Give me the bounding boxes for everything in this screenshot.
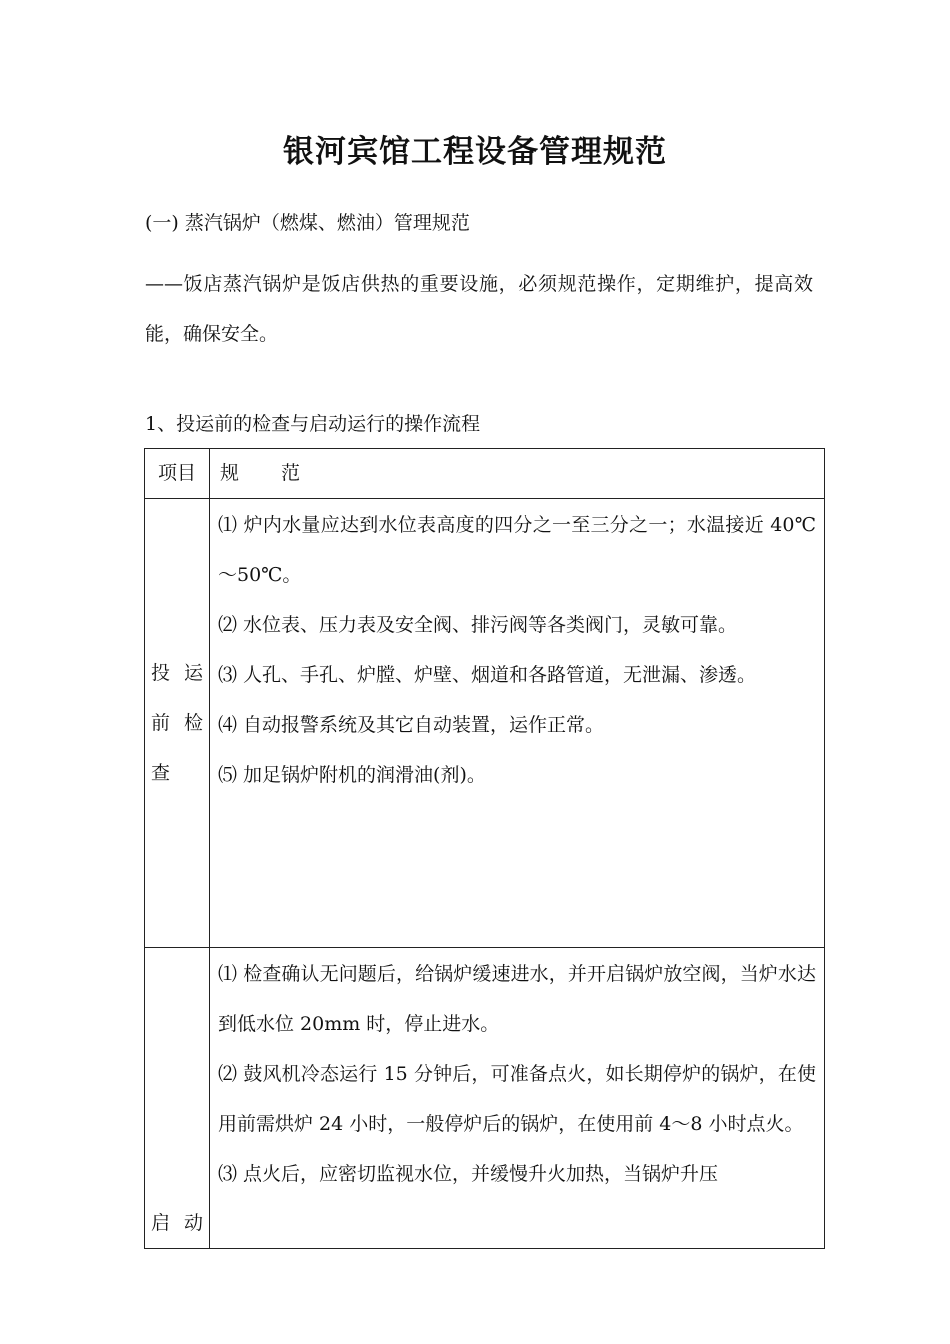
spec-table	[144, 448, 825, 1249]
document-title: 银河宾馆工程设备管理规范	[283, 134, 667, 170]
table-header-row	[145, 449, 825, 499]
spec-item: ⑴ 炉内水量应达到水位表高度的四分之一至三分之一；水温接近 40℃～50℃。	[218, 514, 816, 586]
header-spec-char-1: 规	[220, 462, 240, 484]
spec-item: ⑶ 点火后，应密切监视水位，并缓慢升火加热，当锅炉升压	[218, 1163, 719, 1185]
item-cell-precheck	[145, 499, 210, 948]
spec-item: ⑸ 加足锅炉附机的润滑油(剂)。	[218, 764, 486, 786]
spec-item: ⑶ 人孔、手孔、炉膛、炉壁、烟道和各路管道，无泄漏、渗透。	[218, 664, 757, 686]
spec-item: ⑵ 水位表、压力表及安全阀、排污阀等各类阀门，灵敏可靠。	[218, 614, 738, 636]
header-spec-cell	[210, 449, 825, 499]
spec-item: ⑷ 自动报警系统及其它自动装置，运作正常。	[218, 714, 605, 736]
header-spec-char-2: 范	[281, 462, 301, 484]
spec-cell-startup	[210, 948, 825, 1249]
spec-item: ⑴ 检查确认无问题后，给锅炉缓速进水，并开启锅炉放空阀，当炉水达到低水位 20mm 时，停止进水。	[218, 963, 816, 1035]
spec-item: ⑵ 鼓风机冷态运行 15 分钟后，可准备点火，如长期停炉的锅炉，在使用前需烘炉 24 小时，一般停炉后的锅炉，在使用前 4～8 小时点火。	[218, 1063, 816, 1135]
table-row	[145, 499, 825, 948]
item-cell-startup	[145, 948, 210, 1249]
spec-cell-precheck	[210, 499, 825, 948]
section-heading: (一) 蒸汽锅炉（燃煤、燃油）管理规范	[145, 212, 470, 234]
item-label: 启动	[151, 1212, 203, 1234]
intro-paragraph: ——饭店蒸汽锅炉是饭店供热的重要设施，必须规范操作，定期维护，提高效能，确保安全。	[145, 273, 813, 345]
subsection-heading: 1、投运前的检查与启动运行的操作流程	[145, 413, 481, 435]
header-item-cell: 项目	[145, 449, 210, 499]
table-row	[145, 948, 825, 1249]
item-label: 投运前检查	[151, 662, 203, 784]
